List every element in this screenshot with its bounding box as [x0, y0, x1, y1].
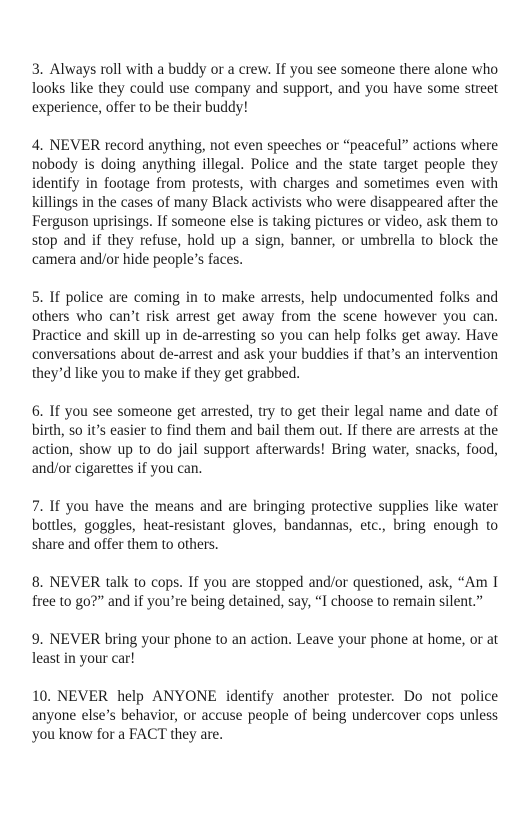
item-number: 5.	[32, 289, 44, 306]
list-item	[32, 288, 498, 383]
item-number: 4.	[32, 137, 44, 154]
list-item	[32, 687, 498, 744]
list-item	[32, 497, 498, 554]
item-number: 7.	[32, 498, 44, 515]
item-text: NEVER talk to cops. If you are stopped and/or questioned, ask, “Am I free to go?” and if you’re being detained, say, “I choose to remain silent.”	[32, 574, 498, 610]
item-number: 8.	[32, 574, 44, 591]
item-text: Always roll with a buddy or a crew. If you see someone there alone who looks like they could use company and support, and you have some street experience, offer to be their buddy!	[32, 61, 498, 116]
item-text: If you have the means and are bringing protective supplies like water bottles, goggles, heat-resistant gloves, bandannas, etc., bring enough to share and offer them to others.	[32, 498, 498, 553]
item-text: If police are coming in to make arrests, help undocumented folks and others who can’t risk arrest get away from the scene however you can. Practice and skill up in de-arresting so you can help folks get away. Have conversations about de-arrest and ask your buddies if that’s an intervention they’d like you to make if they get grabbed.	[32, 289, 498, 382]
item-number: 3.	[32, 61, 44, 78]
list-item	[32, 136, 498, 269]
list-item	[32, 402, 498, 478]
list-item	[32, 60, 498, 117]
list-item	[32, 573, 498, 611]
item-number: 9.	[32, 631, 44, 648]
list-item	[32, 630, 498, 668]
item-text: If you see someone get arrested, try to get their legal name and date of birth, so it’s easier to find them and bail them out. If there are arrests at the action, show up to do jail support afterwards! Bring water, snacks, food, and/or cigarettes if you can.	[32, 403, 498, 477]
item-number: 6.	[32, 403, 44, 420]
item-number: 10.	[32, 688, 52, 705]
item-text: NEVER help ANYONE identify another protester. Do not police anyone else’s behavior, or accuse people of being undercover cops unless you know for a FACT they are.	[32, 688, 498, 743]
item-text: NEVER record anything, not even speeches or “peaceful” actions where nobody is doing anything illegal. Police and the state target people they identify in footage from protests, with charges and sometimes even with killings in the cases of many Black activists who were disappeared after the Ferguson uprisings. If someone else is taking pictures or video, ask them to stop and if they refuse, hold up a sign, banner, or umbrella to block the camera and/or hide people’s faces.	[32, 137, 498, 268]
item-text: NEVER bring your phone to an action. Leave your phone at home, or at least in your car!	[32, 631, 498, 667]
document-body	[32, 60, 498, 744]
